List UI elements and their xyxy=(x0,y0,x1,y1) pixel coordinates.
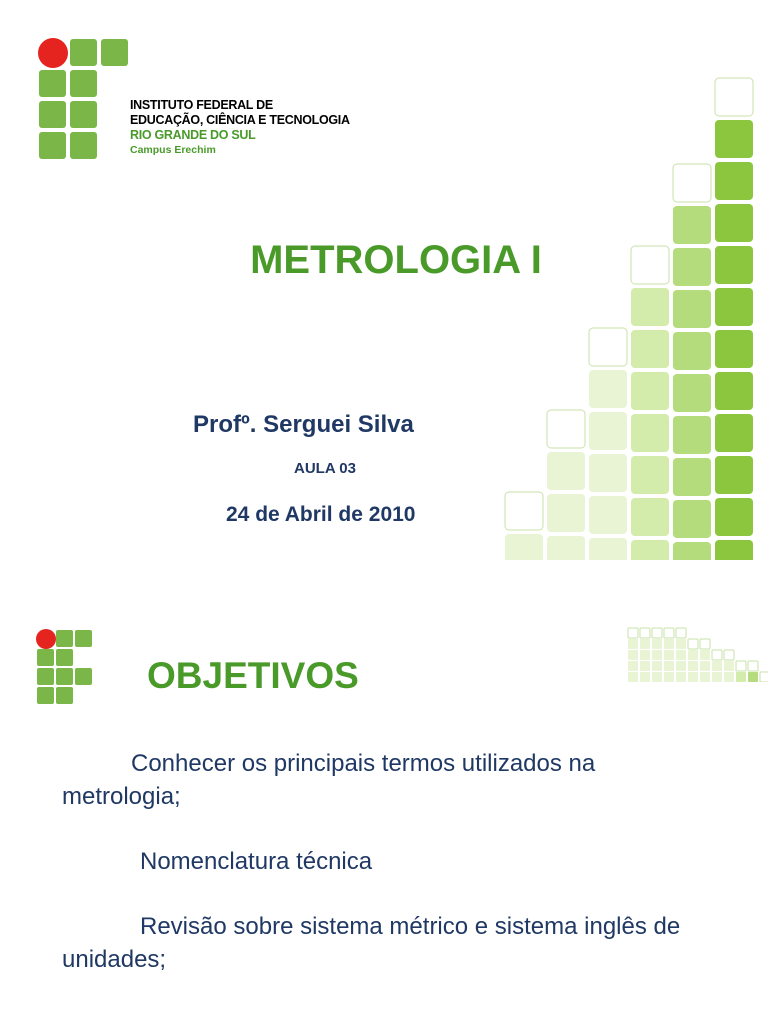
green-squares-decoration xyxy=(500,70,768,560)
decor-square xyxy=(628,661,638,671)
decor-square xyxy=(589,328,627,366)
decor-square xyxy=(673,416,711,454)
decor-square xyxy=(631,288,669,326)
decor-square xyxy=(712,650,722,660)
decor-square xyxy=(700,639,710,649)
decor-square xyxy=(628,639,638,649)
decor-square xyxy=(628,650,638,660)
decor-square xyxy=(673,458,711,496)
decor-square xyxy=(631,456,669,494)
decor-square xyxy=(715,162,753,200)
decor-square xyxy=(673,290,711,328)
decor-square xyxy=(589,454,627,492)
decor-square xyxy=(676,661,686,671)
professor-name: Profº. Serguei Silva xyxy=(193,411,414,438)
decor-square xyxy=(652,628,662,638)
decor-square xyxy=(640,650,650,660)
decor-square xyxy=(631,330,669,368)
decor-square xyxy=(628,672,638,682)
objective-item: Revisão sobre sistema métrico e sistema inglês de unidades; xyxy=(62,913,681,973)
decor-square xyxy=(505,534,543,560)
decor-square xyxy=(688,661,698,671)
decor-square xyxy=(589,496,627,534)
decor-square xyxy=(715,498,753,536)
decor-square xyxy=(652,661,662,671)
decor-square xyxy=(664,650,674,660)
decor-square xyxy=(748,672,758,682)
objectives-title: OBJETIVOS xyxy=(147,655,359,696)
decor-square xyxy=(589,370,627,408)
lesson-number: AULA 03 xyxy=(294,460,356,477)
decor-square xyxy=(712,661,722,671)
decor-square xyxy=(700,661,710,671)
decor-square xyxy=(547,410,585,448)
decor-square xyxy=(631,414,669,452)
presentation-date: 24 de Abril de 2010 xyxy=(226,503,416,526)
objective-item: Conhecer os principais termos utilizados na metrologia; xyxy=(62,750,596,810)
decor-square xyxy=(715,330,753,368)
decor-square xyxy=(589,412,627,450)
decor-square xyxy=(676,672,686,682)
decor-square xyxy=(673,332,711,370)
decor-square xyxy=(631,498,669,536)
decor-square xyxy=(688,650,698,660)
decor-square xyxy=(652,650,662,660)
decor-square xyxy=(640,639,650,649)
institute-logo-small xyxy=(36,629,96,707)
decor-square xyxy=(652,672,662,682)
institution-line-2: EDUCAÇÃO, CIÊNCIA E TECNOLOGIA xyxy=(130,113,350,127)
decor-square xyxy=(547,452,585,490)
decor-square xyxy=(715,204,753,242)
decor-square xyxy=(736,661,746,671)
decor-square xyxy=(673,500,711,538)
decor-square xyxy=(547,536,585,560)
presentation-title: METROLOGIA I xyxy=(250,238,542,282)
decor-square xyxy=(589,538,627,560)
institute-logo xyxy=(38,38,130,160)
decor-square xyxy=(736,672,746,682)
decor-square xyxy=(676,650,686,660)
decor-square xyxy=(715,288,753,326)
decor-square xyxy=(724,661,734,671)
campus-name: Campus Erechim xyxy=(130,144,216,156)
decor-square xyxy=(631,540,669,560)
decor-square xyxy=(715,120,753,158)
decor-square xyxy=(640,661,650,671)
institution-line-3: RIO GRANDE DO SUL xyxy=(130,128,256,142)
institution-line-1: INSTITUTO FEDERAL DE xyxy=(130,98,273,112)
decor-square xyxy=(673,542,711,560)
decor-square xyxy=(673,164,711,202)
decor-square xyxy=(715,78,753,116)
decor-square xyxy=(628,628,638,638)
decor-square xyxy=(547,494,585,532)
decor-square xyxy=(664,639,674,649)
decor-square xyxy=(664,628,674,638)
decor-square xyxy=(652,639,662,649)
decor-square xyxy=(664,672,674,682)
decor-square xyxy=(676,639,686,649)
decor-square xyxy=(640,672,650,682)
decor-square xyxy=(640,628,650,638)
decor-square xyxy=(724,672,734,682)
decor-square xyxy=(760,672,768,682)
decor-square xyxy=(715,540,753,560)
decor-square xyxy=(700,650,710,660)
small-green-squares-decoration xyxy=(626,626,768,682)
decor-square xyxy=(715,372,753,410)
decor-square xyxy=(673,374,711,412)
decor-square xyxy=(712,672,722,682)
decor-square xyxy=(688,672,698,682)
decor-square xyxy=(715,456,753,494)
institution-name xyxy=(130,98,350,158)
decor-square xyxy=(664,661,674,671)
decor-square xyxy=(724,650,734,660)
decor-square xyxy=(715,414,753,452)
decor-square xyxy=(631,372,669,410)
decor-square xyxy=(676,628,686,638)
objective-item: Nomenclatura técnica xyxy=(140,848,373,875)
decor-square xyxy=(505,492,543,530)
decor-square xyxy=(700,672,710,682)
decor-square xyxy=(748,661,758,671)
decor-square xyxy=(688,639,698,649)
